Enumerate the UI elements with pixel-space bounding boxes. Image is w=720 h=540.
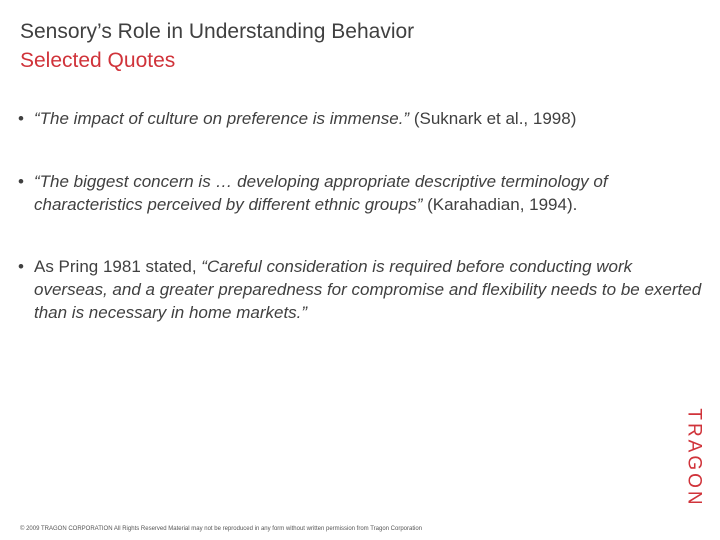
quote-bullet-2 xyxy=(18,170,708,216)
tragon-logo-text: TRAGON xyxy=(684,408,705,508)
quote-text: “The biggest concern is … developing appropriate descriptive terminology of characteristics perceived by different ethnic groups” xyxy=(34,172,608,214)
bullet-marker: • xyxy=(18,257,24,276)
quote-bullet-1 xyxy=(18,107,576,130)
quote-lead: As Pring 1981 stated, xyxy=(34,257,202,276)
copyright-footer: © 2009 TRAGON CORPORATION All Rights Reserved Material may not be reproduced in any form without written permission from Tragon Corporation xyxy=(20,526,423,532)
quote-citation: (Karahadian, 1994). xyxy=(422,195,578,214)
bullet-marker: • xyxy=(18,172,24,191)
quote-text: “Careful consideration is required before conducting work overseas, and a greater preparedness for compromise and flexibility needs to be exerted than is necessary in home markets.” xyxy=(34,257,702,322)
slide-subtitle: Selected Quotes xyxy=(20,49,176,72)
quote-text: “The impact of culture on preference is immense.” xyxy=(34,109,410,128)
tragon-logo xyxy=(672,408,716,508)
slide-title: Sensory’s Role in Understanding Behavior xyxy=(20,20,415,43)
quote-citation: (Suknark et al., 1998) xyxy=(409,109,577,128)
quote-bullet-3 xyxy=(18,255,708,324)
bullet-marker: • xyxy=(18,109,24,128)
